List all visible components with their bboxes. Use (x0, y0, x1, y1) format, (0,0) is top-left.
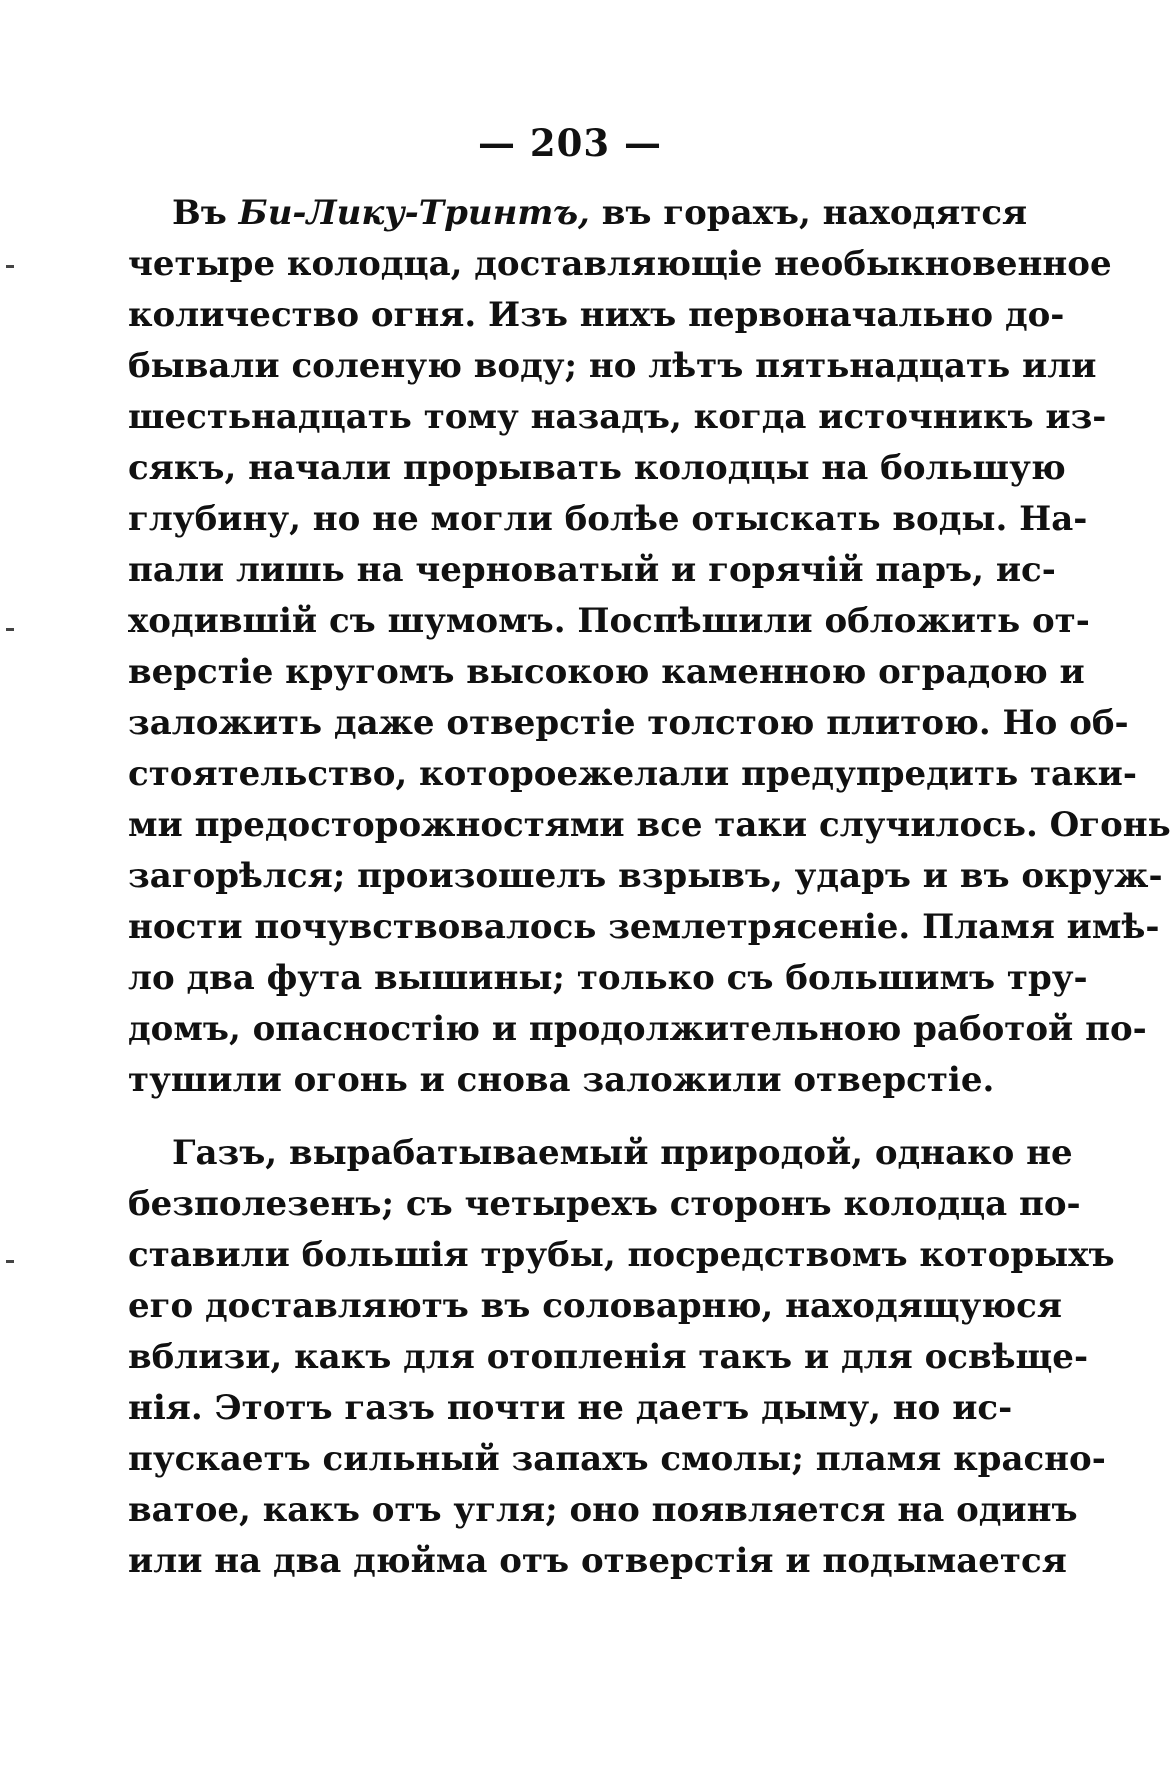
place-name: Би-Лику-Тринтъ, (238, 193, 590, 233)
text-line: загорѣлся; произошелъ взрывъ, ударъ и въ окруж- (128, 856, 1163, 896)
text-line: безполезенъ; съ четырехъ сторонъ колодца по- (128, 1184, 1081, 1224)
body-text (128, 188, 1171, 1587)
text-line: пали лишь на черноватый и горячій паръ, ис- (128, 550, 1056, 590)
text-line: ватое, какъ отъ угля; оно появляется на одинъ (128, 1490, 1078, 1530)
text-line: его доставляютъ въ соловарню, находящуюся (128, 1286, 1062, 1326)
text-line: ставили большія трубы, посредствомъ которыхъ (128, 1235, 1115, 1275)
text-line: бывали соленую воду; но лѣтъ пятьнадцать или (128, 346, 1097, 386)
paragraph-1 (128, 188, 1171, 1106)
text-line: ми предосторожностями все таки случилось. Огонь (128, 805, 1171, 845)
text-line (128, 188, 1028, 239)
text-line: глубину, но не могли болѣе отыскать воды. На- (128, 499, 1088, 539)
scan-speck (6, 628, 14, 631)
text-line: четыре колодца, доставляющіе необыкновенное (128, 244, 1112, 284)
text-line: нія. Этотъ газъ почти не даетъ дыму, но ис- (128, 1388, 1013, 1428)
text-run: въ горахъ, находятся (589, 193, 1028, 233)
scan-speck (6, 1260, 14, 1263)
text-line: домъ, опасностію и продолжительною работой по- (128, 1009, 1147, 1049)
text-line: или на два дюйма отъ отверстія и подымается (128, 1541, 1067, 1581)
text-line: количество огня. Изъ нихъ первоначально до- (128, 295, 1065, 335)
page-number: — 203 — (478, 121, 662, 165)
text-run: Въ (172, 193, 239, 233)
text-line: стоятельство, котороежелали предупредить таки- (128, 754, 1137, 794)
text-line: вблизи, какъ для отопленія такъ и для освѣще- (128, 1337, 1089, 1377)
text-line: верстіе кругомъ высокою каменною оградою и (128, 652, 1085, 692)
text-line: ходившій съ шумомъ. Поспѣшили обложить от- (128, 601, 1090, 641)
scan-speck (6, 265, 14, 268)
text-line: ло два фута вышины; только съ большимъ тру- (128, 958, 1088, 998)
paragraph-gap (128, 1106, 990, 1128)
text-line: пускаетъ сильный запахъ смолы; пламя красно- (128, 1439, 1106, 1479)
text-line: шестьнадцать тому назадъ, когда источникъ из- (128, 397, 1107, 437)
text-line: заложить даже отверстіе толстою плитою. Но об- (128, 703, 1129, 743)
text-line: сякъ, начали прорывать колодцы на большую (128, 448, 1066, 488)
paragraph-2 (128, 1128, 1115, 1587)
text-line: тушили огонь и снова заложили отверстіе. (128, 1060, 995, 1100)
text-line: Газъ, вырабатываемый природой, однако не (172, 1133, 1073, 1173)
text-line: ности почувствовалось землетрясеніе. Пламя имѣ- (128, 907, 1160, 947)
